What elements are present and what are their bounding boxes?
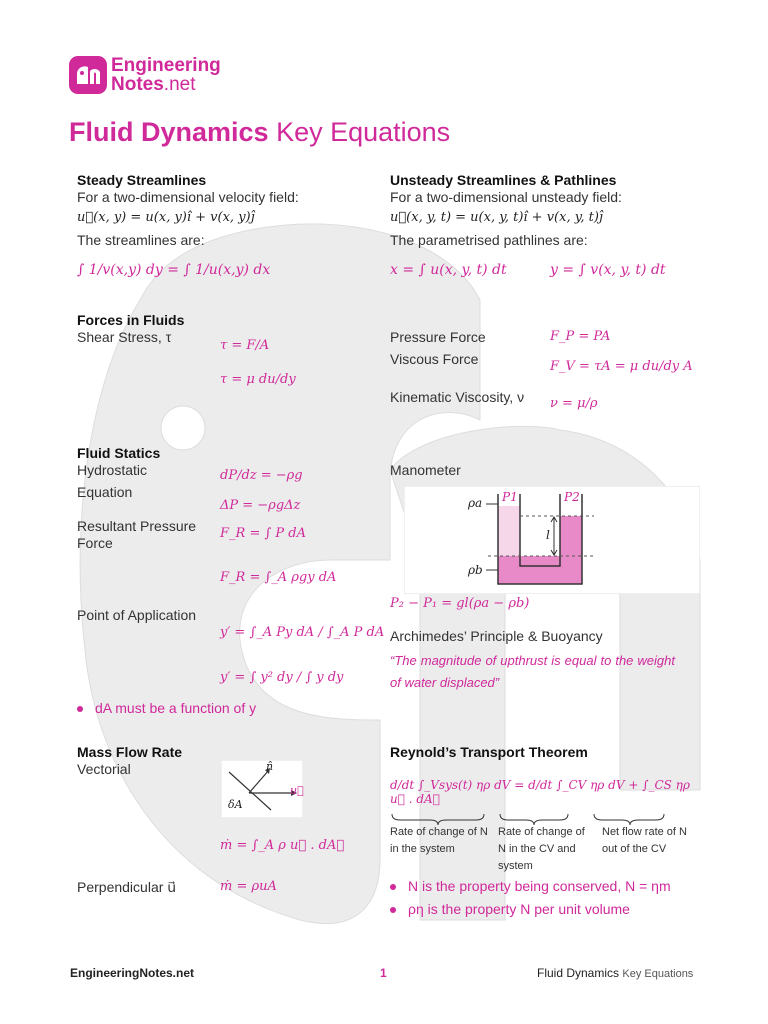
shear-eq1: τ = F/A [220,338,270,353]
shear-eq2: τ = μ du/dy [220,372,296,387]
steady-equation: ∫ 1/v(x,y) dy = ∫ 1/u(x,y) dx [77,262,271,278]
bullet-icon [390,884,396,890]
manometer-diagram [404,486,700,594]
archimedes-heading: Archimedes’ Principle & Buoyancy [390,628,603,644]
reynolds-bullet2-text: ρη is the property N per unit volume [408,901,630,917]
kinematic-label: Kinematic Viscosity, ν [390,389,525,405]
manometer-l: l [546,528,550,542]
perpendicular-label: Perpendicular u⃗ [77,879,177,895]
reynolds-bullet2 [390,901,630,917]
pressure-force-label: Pressure Force [390,329,486,345]
shear-label: Shear Stress, τ [77,329,172,345]
brand-line2 [111,74,196,96]
unsteady-heading: Unsteady Streamlines & Pathlines [390,172,617,188]
footer-page-number: 1 [380,966,387,980]
footer-doc-bold: Fluid Dynamics [537,966,620,980]
resultant-label2: Force [77,535,113,551]
reynolds-desc2: Rate of change of N in the CV and system [498,826,585,872]
footer-doc-light: Key Equations [622,968,694,980]
manometer-eq: P₂ − P₁ = gl(ρa − ρb) [390,596,530,611]
bullet-icon [77,706,83,712]
viscous-force-eq: F_V = τA = μ du/dy A [550,359,693,374]
poa-label: Point of Application [77,607,197,623]
unsteady-eq-x: x = ∫ u(x, y, t) dt [390,262,507,278]
massflow-vectorial: Vectorial [77,761,131,777]
resultant-eq1: F_R = ∫ P dA [220,526,306,541]
manometer-heading: Manometer [390,462,461,478]
elephant-logo-icon [69,56,107,94]
reynolds-eq: d/dt ∫_Vsys(t) ηρ dV = d/dt ∫_CV ηρ dV + ∫_CS ηρ u⃗ . dA⃗ [390,778,690,806]
page-title [69,117,450,148]
massflow-eq1: ṁ = ∫_A ρ u⃗ . dA⃗ [220,838,345,853]
manometer-p2: P2 [564,490,580,504]
steady-field: u⃗(x, y) = u(x, y)î + v(x, y)ĵ [77,210,255,225]
forces-heading: Forces in Fluids [77,312,185,328]
unsteady-field: u⃗(x, y, t) = u(x, y, t)î + v(x, y, t)ĵ [390,210,603,225]
brand-line2-net: .net [163,74,196,95]
resultant-eq2: F_R = ∫_A ρgy dA [220,570,337,585]
reynolds-heading: Reynold’s Transport Theorem [390,744,588,760]
reynolds-bullet1 [390,878,671,894]
massflow-fig-n: n̂ [266,760,274,773]
manometer-rho-a: ρa [468,496,483,510]
reynolds-desc1: Rate of change of N in the system [390,826,488,855]
archimedes-quote: “The magnitude of upthrust is equal to the weight of water displaced” [390,653,675,690]
reynolds-bullet1-text: N is the property being conserved, N = ηm [408,878,671,894]
footer-site[interactable]: EngineeringNotes.net [70,966,195,980]
steady-lead: The streamlines are: [77,232,205,248]
unsteady-eq-y: y = ∫ v(x, y, t) dt [550,262,666,278]
viscous-force-label: Viscous Force [390,351,479,367]
hydrostatic-label2: Equation [77,484,133,500]
brand-line2-notes: Notes [111,74,164,95]
reynolds-desc3: Net flow rate of N out of the CV [602,826,687,855]
hydrostatic-label1: Hydrostatic [77,462,148,478]
statics-heading: Fluid Statics [77,445,161,461]
manometer-p1: P1 [502,490,518,504]
statics-note-text: dA must be a function of y [95,700,257,716]
title-bold: Fluid Dynamics [69,117,269,147]
resultant-label1: Resultant Pressure [77,518,197,534]
poa-eq2: y′ = ∫ y² dy / ∫ y dy [220,670,344,685]
pressure-force-eq: F_P = PA [550,329,611,344]
hydrostatic-eq1: dP/dz = −ρg [220,468,303,483]
title-light: Key Equations [276,117,451,147]
unsteady-lead: The parametrised pathlines are: [390,232,588,248]
footer-doc-title [537,966,693,980]
bullet-icon [390,907,396,913]
kinematic-eq: ν = μ/ρ [550,396,598,411]
steady-intro: For a two-dimensional velocity field: [77,189,299,205]
massflow-fig-da: δA [228,798,243,811]
massflow-eq2: ṁ = ρuA [220,879,277,894]
brand-logo[interactable] [69,56,249,96]
statics-note [77,700,256,716]
brand-line1: Engineering [111,55,221,76]
unsteady-intro: For a two-dimensional unsteady field: [390,189,622,205]
manometer-rho-b: ρb [468,563,483,577]
massflow-heading: Mass Flow Rate [77,744,183,760]
massflow-fig-u: u⃗ [290,784,304,797]
steady-heading: Steady Streamlines [77,172,207,188]
hydrostatic-eq2: ΔP = −ρgΔz [220,498,301,513]
poa-eq1: y′ = ∫_A Py dA / ∫_A P dA [220,625,385,640]
